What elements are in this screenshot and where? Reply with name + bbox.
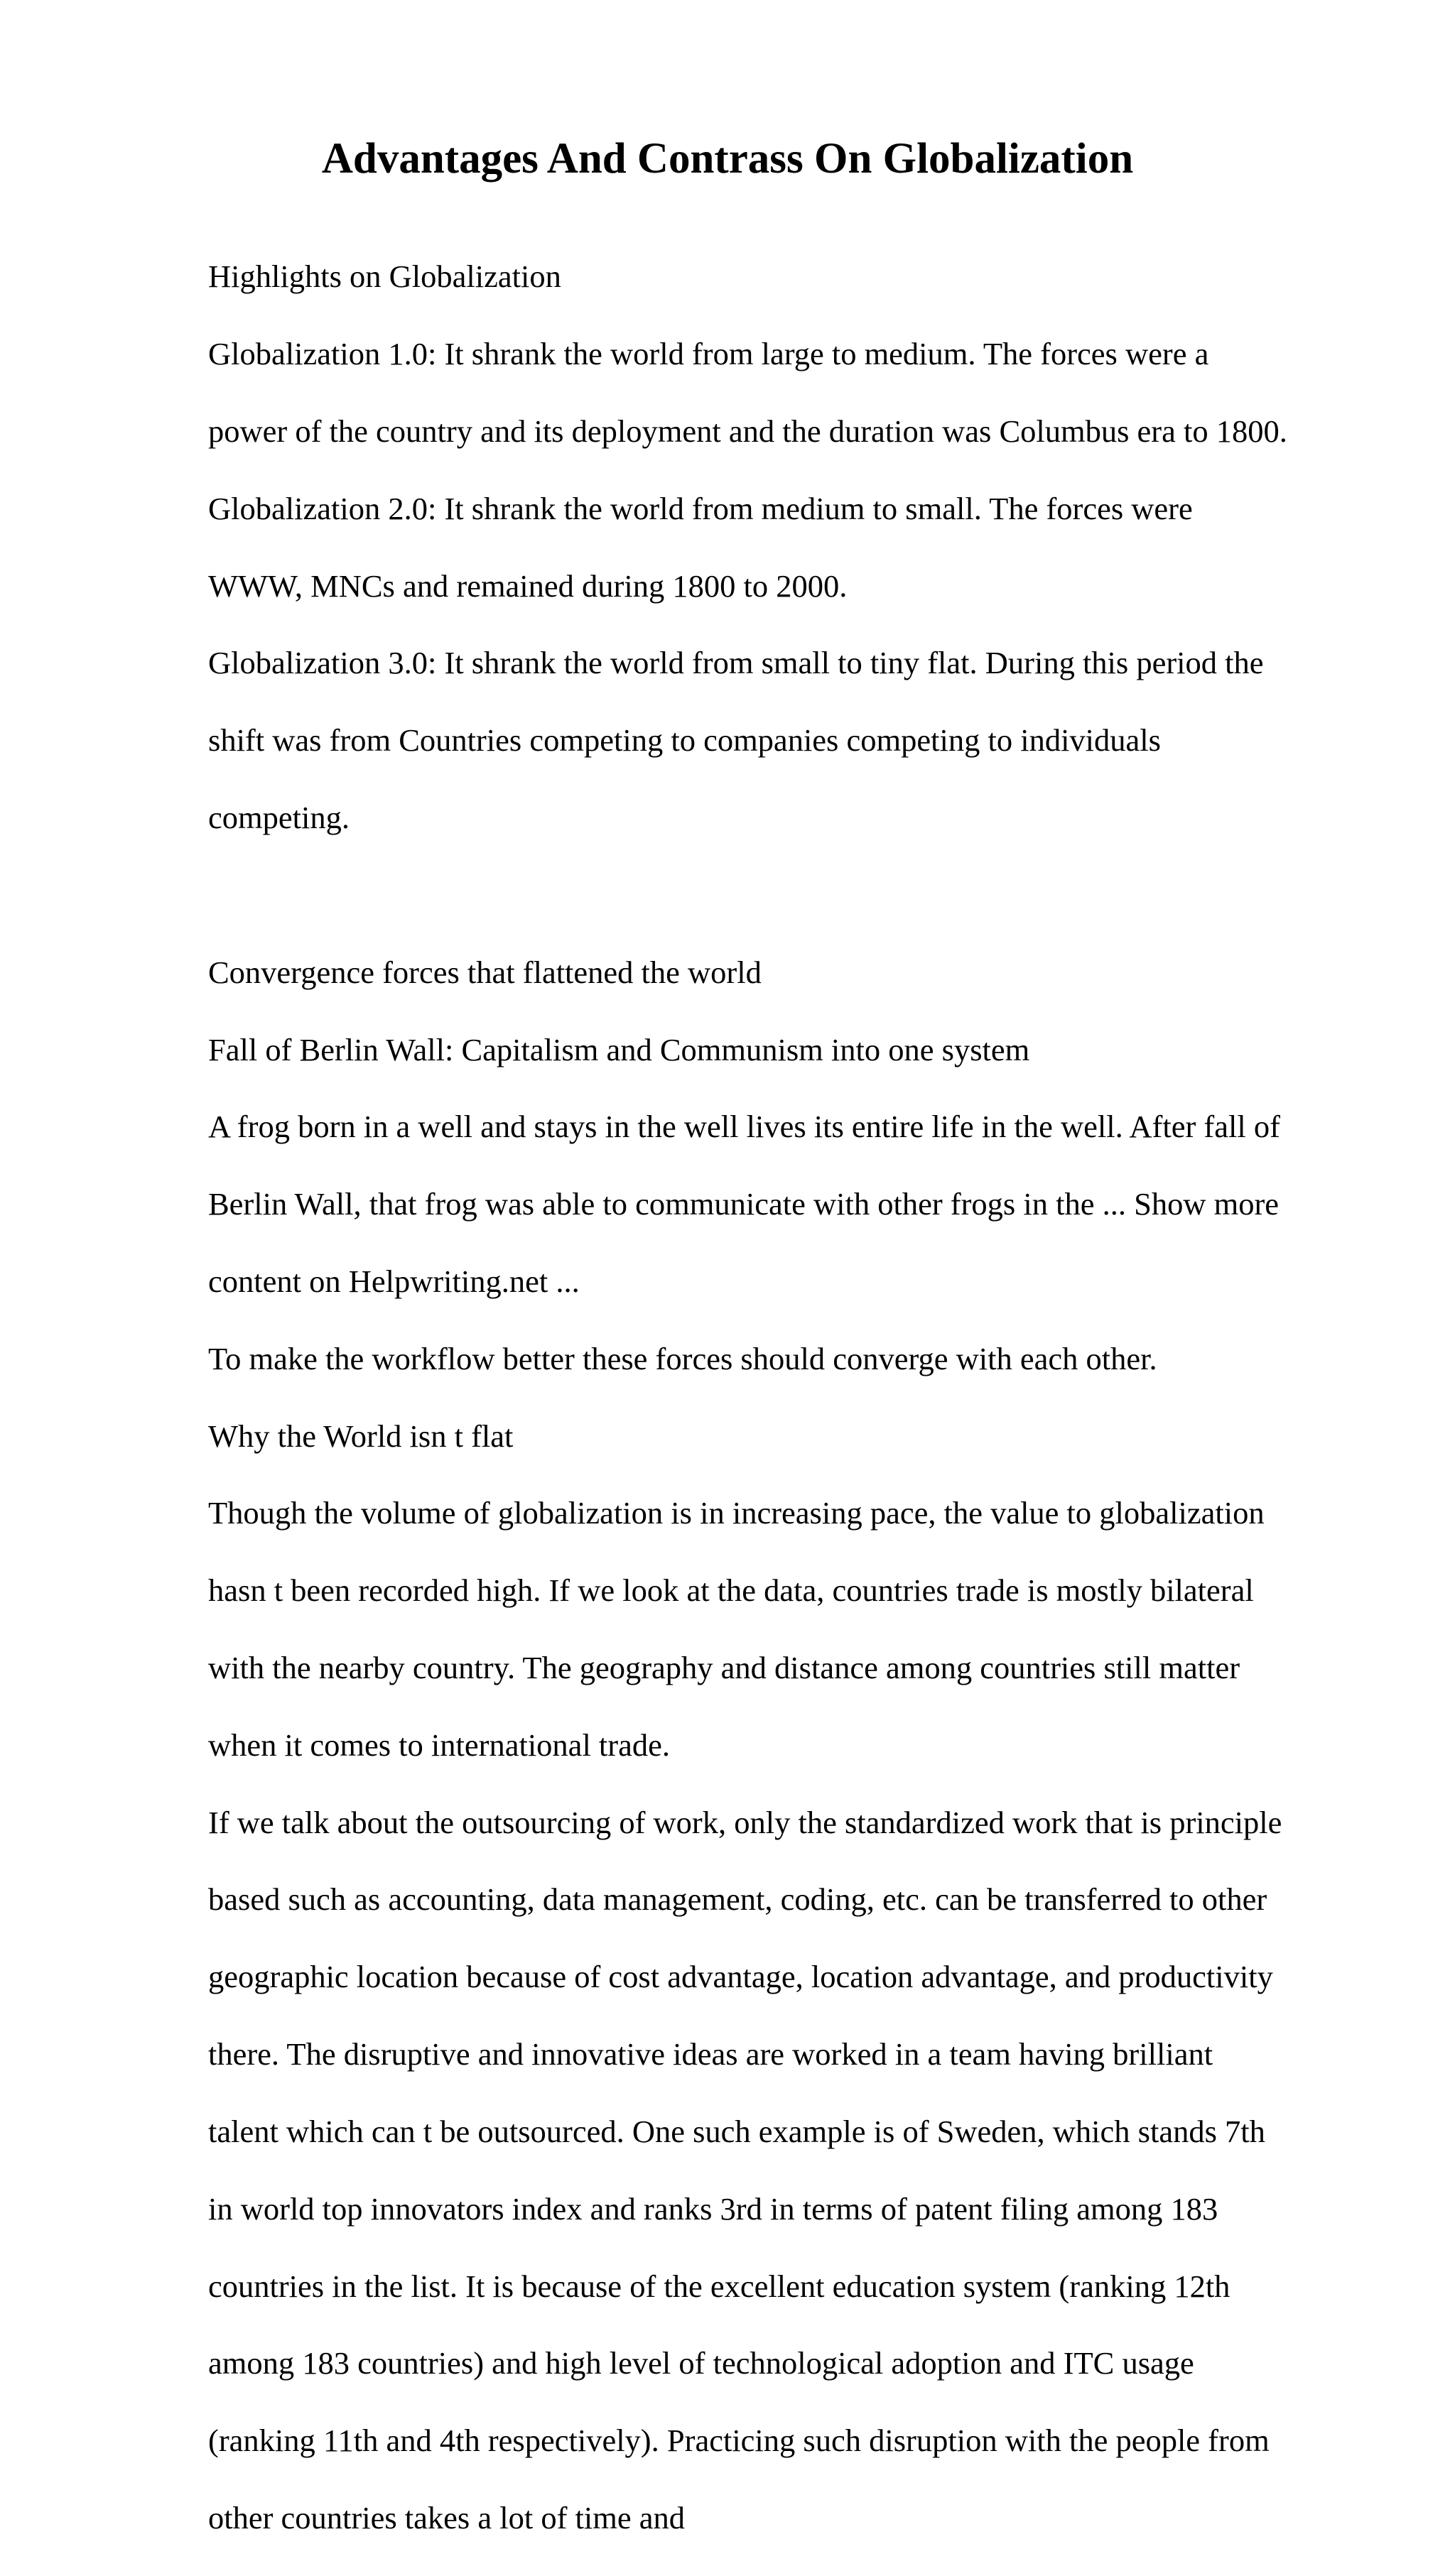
body-line: with the nearby country. The geography and distance among countries still matter xyxy=(208,1650,1240,1686)
body-line: content on Helpwriting.net ... xyxy=(208,1263,580,1299)
body-line: when it comes to international trade. xyxy=(208,1727,670,1763)
body-line: power of the country and its deployment and the duration was Columbus era to 1800. xyxy=(208,413,1287,450)
body-line: talent which can t be outsourced. One such example is of Sweden, which stands 7th xyxy=(208,2113,1265,2149)
body-line: (ranking 11th and 4th respectively). Practicing such disruption with the people from xyxy=(208,2423,1270,2459)
body-line: Globalization 2.0: It shrank the world from medium to small. The forces were xyxy=(208,490,1193,526)
body-line: To make the workflow better these forces should converge with each other. xyxy=(208,1340,1157,1376)
body-line: A frog born in a well and stays in the well lives its entire life in the well. After fall of xyxy=(208,1109,1280,1145)
body-line: Berlin Wall, that frog was able to communicate with other frogs in the ... Show more xyxy=(208,1186,1280,1222)
body-line: Though the volume of globalization is in increasing pace, the value to globalization xyxy=(208,1495,1265,1531)
document-body xyxy=(208,219,1359,2576)
body-line: Globalization 3.0: It shrank the world from small to tiny flat. During this period the xyxy=(208,645,1264,681)
body-line: If we talk about the outsourcing of work, only the standardized work that is principle xyxy=(208,1804,1282,1840)
body-line: Highlights on Globalization xyxy=(208,259,561,295)
body-line: competing. xyxy=(208,800,350,836)
document-title: Advantages And Contrass On Globalization xyxy=(321,135,1134,183)
body-line: hasn t been recorded high. If we look at the data, countries trade is mostly bilateral xyxy=(208,1572,1254,1609)
body-line: Globalization 1.0: It shrank the world from large to medium. The forces were a xyxy=(208,336,1209,372)
paragraph-gap xyxy=(208,876,1359,914)
body-line: Why the World isn t flat xyxy=(208,1418,514,1454)
body-line: in world top innovators index and ranks 3rd in terms of patent filing among 183 xyxy=(208,2190,1218,2227)
body-line: there. The disruptive and innovative ideas are worked in a team having brilliant xyxy=(208,2036,1213,2072)
body-line: other countries takes a lot of time and xyxy=(208,2499,685,2536)
body-line: geographic location because of cost advantage, location advantage, and productivity xyxy=(208,1959,1273,1995)
body-line: shift was from Countries competing to companies competing to individuals xyxy=(208,722,1161,759)
body-line: Fall of Berlin Wall: Capitalism and Communism into one system xyxy=(208,1031,1030,1067)
body-line: WWW, MNCs and remained during 1800 to 2000. xyxy=(208,567,848,604)
body-line: among 183 countries) and high level of technological adoption and ITC usage xyxy=(208,2345,1194,2381)
body-line: Convergence forces that flattened the world xyxy=(208,954,762,990)
body-line: countries in the list. It is because of the excellent education system (ranking 12th xyxy=(208,2268,1230,2304)
body-line: based such as accounting, data management, coding, etc. can be transferred to other xyxy=(208,1881,1267,1918)
